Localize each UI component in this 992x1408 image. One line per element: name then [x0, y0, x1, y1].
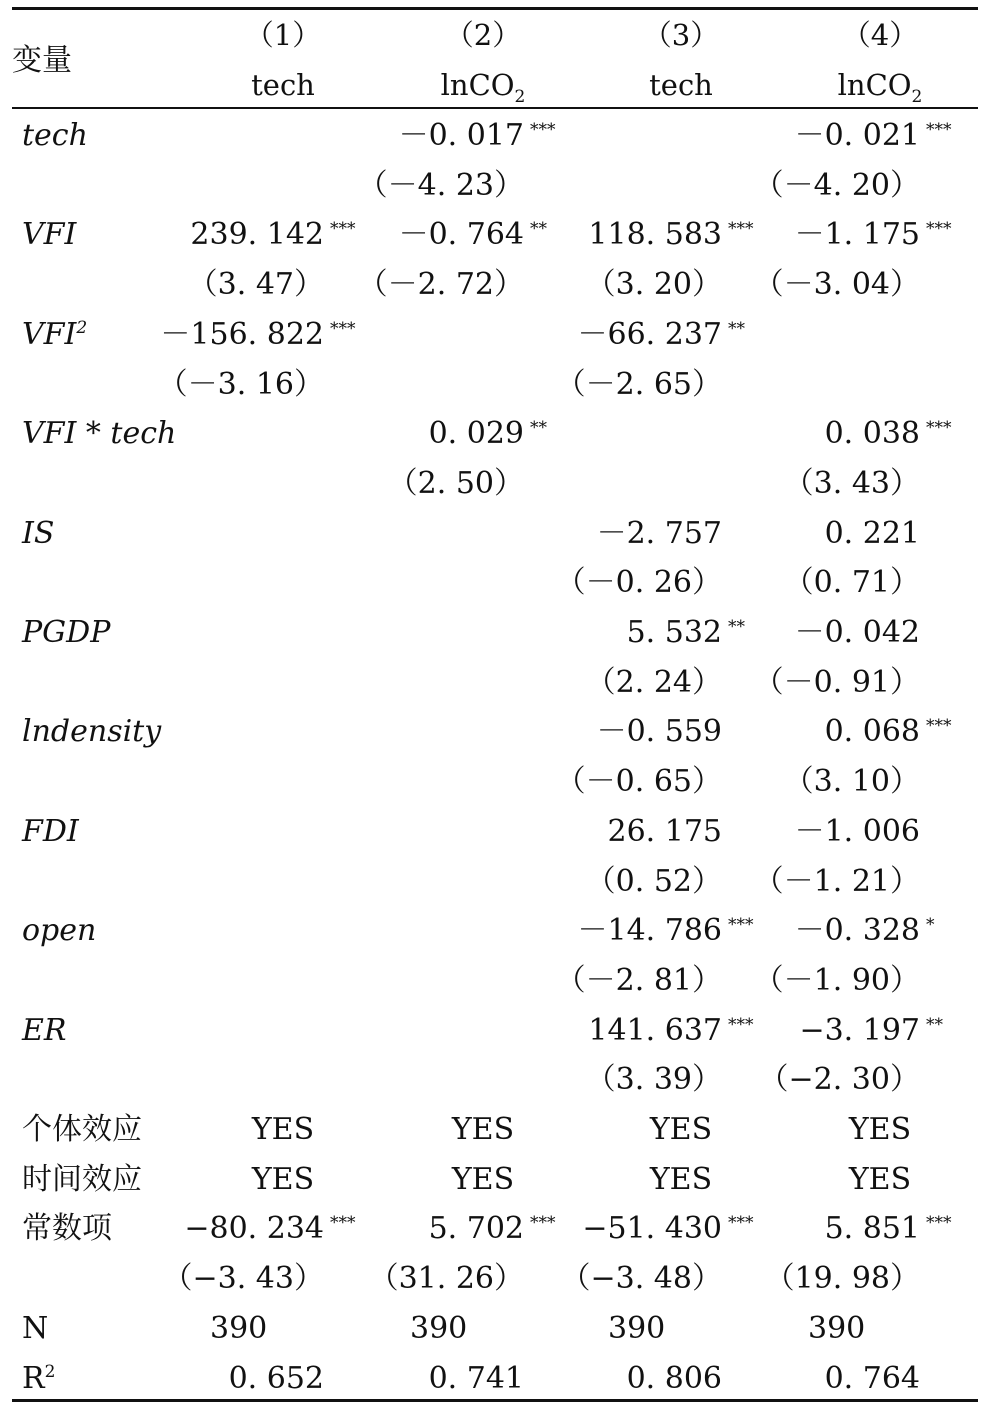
column-dependent-var-4: lnCO$_2$	[837, 68, 923, 107]
coefficient-col-3: －14. 786 ***	[577, 914, 722, 948]
coefficient-col-4: 0. 221	[824, 515, 920, 551]
t-statistic-col-4: （0. 71）	[783, 565, 920, 601]
coef-row	[0, 111, 992, 161]
coefficient-col-1: －156. 822 ***	[160, 318, 324, 352]
tstat-row	[0, 558, 992, 608]
t-statistic-col-4: （19. 98）	[764, 1261, 920, 1297]
coefficient-col-4: −3. 197 **	[799, 1014, 920, 1048]
t-statistic-col-4: （3. 43）	[783, 465, 920, 501]
tstat-row	[0, 1055, 992, 1105]
t-statistic-col-2: （2. 50）	[387, 465, 524, 501]
row-label: lndensity	[22, 714, 162, 750]
significance-stars: ***	[728, 219, 754, 240]
t-statistic-col-4: （－0. 91）	[753, 664, 920, 700]
coefficient-col-4: 0. 068 ***	[825, 715, 920, 749]
coefficient-col-3: －66. 237 **	[577, 318, 722, 352]
coefficient-col-3: －2. 757	[596, 515, 722, 551]
coefficient-col-4: －0. 021 ***	[795, 119, 920, 153]
t-statistic-col-1: （－3. 16）	[157, 366, 324, 402]
observations-col-2: 390	[410, 1310, 468, 1346]
coefficient-col-3: 5. 532 **	[627, 616, 722, 650]
coefficient-col-1: −80. 234 ***	[184, 1212, 324, 1246]
effect-value-col-1: YES	[251, 1112, 315, 1147]
coef-row	[0, 906, 992, 956]
r-squared-col-4: 0. 764	[824, 1360, 920, 1396]
t-statistic-col-2: （31. 26）	[368, 1261, 524, 1297]
significance-stars: ***	[330, 1213, 356, 1234]
t-statistic-col-4: （－1. 90）	[753, 962, 920, 998]
effect-value-col-3: YES	[649, 1161, 713, 1197]
significance-stars: **	[728, 318, 745, 339]
fixed-effect-row	[0, 1105, 992, 1155]
row-label: VFI * tech	[22, 416, 177, 452]
effect-value-col-2: YES	[451, 1161, 515, 1197]
constant-tstat-row	[0, 1254, 992, 1304]
coefficient-col-3: 141. 637 ***	[588, 1014, 722, 1048]
coef-row	[0, 210, 992, 260]
tstat-row	[0, 857, 992, 907]
r-squared-col-2: 0. 741	[428, 1360, 524, 1396]
coefficient-col-4: 0. 038 ***	[825, 417, 920, 451]
t-statistic-col-4: （－4. 20）	[753, 167, 920, 203]
tstat-row	[0, 956, 992, 1006]
significance-stars: ***	[330, 219, 356, 240]
row-label: IS	[22, 515, 55, 551]
coefficient-col-2: －0. 017 ***	[399, 119, 524, 153]
significance-stars: ***	[530, 1213, 556, 1234]
coefficient-col-4: －0. 042	[794, 615, 920, 650]
constant-row	[0, 1204, 992, 1254]
coef-row	[0, 807, 992, 857]
effect-value-col-4: YES	[848, 1161, 912, 1197]
significance-stars: ***	[728, 1213, 754, 1234]
row-label: N	[22, 1310, 49, 1346]
column-dependent-var-2: lnCO$_2$	[440, 68, 526, 107]
table-top-rule	[12, 7, 978, 10]
r-squared-col-1: 0. 652	[228, 1360, 324, 1396]
significance-stars: **	[530, 418, 547, 439]
column-dependent-var-3: tech	[649, 68, 713, 102]
significance-stars: ***	[926, 219, 952, 240]
observations-col-4: 390	[808, 1310, 866, 1346]
observations-col-3: 390	[608, 1310, 666, 1346]
significance-stars: ***	[926, 1213, 952, 1234]
column-dependent-var-1: tech	[251, 68, 315, 102]
coefficient-col-3: －0. 559	[596, 714, 722, 750]
fixed-effect-row	[0, 1155, 992, 1205]
significance-stars: ***	[330, 318, 356, 339]
t-statistic-col-2: （－4. 23）	[357, 167, 524, 203]
row-label: 时间效应	[22, 1161, 142, 1197]
effect-value-col-1: YES	[251, 1161, 315, 1197]
row-label: 常数项	[22, 1211, 112, 1247]
t-statistic-col-1: （−3. 43）	[162, 1261, 324, 1297]
significance-stars: ***	[530, 120, 556, 140]
coef-row	[0, 1006, 992, 1056]
effect-value-col-2: YES	[451, 1112, 515, 1147]
t-statistic-col-3: （3. 39）	[585, 1062, 722, 1098]
row-label: open	[22, 913, 97, 949]
coefficient-col-2: －0. 764 **	[399, 218, 524, 252]
effect-value-col-4: YES	[848, 1112, 912, 1147]
observations-row	[0, 1304, 992, 1354]
column-number-4: （4）	[841, 18, 919, 52]
coef-row	[0, 509, 992, 559]
t-statistic-col-2: （－2. 72）	[357, 267, 524, 303]
coefficient-col-1: 239. 142 ***	[190, 218, 324, 252]
tstat-row	[0, 757, 992, 807]
significance-stars: *	[926, 915, 935, 936]
t-statistic-col-4: （－1. 21）	[753, 863, 920, 899]
coefficient-col-4: －0. 328 *	[795, 914, 920, 948]
tstat-row	[0, 161, 992, 211]
coefficient-col-4: 5. 851 ***	[825, 1212, 920, 1246]
row-label: $R^2$	[22, 1360, 56, 1396]
significance-stars: ***	[926, 716, 952, 737]
coef-row	[0, 707, 992, 757]
significance-stars: **	[530, 219, 547, 240]
coef-row	[0, 409, 992, 459]
column-number-2: （2）	[444, 18, 522, 52]
variable-header: 变量	[12, 43, 72, 78]
t-statistic-col-3: （−3. 48）	[560, 1261, 722, 1297]
significance-stars: **	[926, 1014, 943, 1035]
t-statistic-col-4: （－3. 04）	[753, 267, 920, 303]
t-statistic-col-4: （3. 10）	[783, 764, 920, 800]
coefficient-col-4: －1. 006	[794, 813, 920, 849]
significance-stars: ***	[728, 915, 754, 936]
coefficient-col-3: 118. 583 ***	[588, 218, 722, 252]
t-statistic-col-3: （3. 20）	[585, 267, 722, 303]
column-number-1: （1）	[244, 18, 322, 52]
coefficient-col-2: 0. 029 **	[429, 417, 524, 451]
tstat-row	[0, 459, 992, 509]
row-label: PGDP	[22, 615, 111, 650]
effect-value-col-3: YES	[649, 1112, 713, 1147]
significance-stars: **	[728, 617, 745, 637]
coef-row	[0, 310, 992, 360]
t-statistic-col-3: （－2. 81）	[555, 962, 722, 998]
t-statistic-col-3: （－0. 65）	[555, 764, 722, 800]
table-header-rule	[12, 107, 978, 109]
row-label: ER	[22, 1012, 67, 1048]
tstat-row	[0, 260, 992, 310]
significance-stars: ***	[926, 418, 952, 439]
t-statistic-col-3: （2. 24）	[585, 664, 722, 700]
coefficient-col-2: 5. 702 ***	[429, 1212, 524, 1246]
coefficient-col-3: −51. 430 ***	[582, 1212, 722, 1246]
row-label: VFI	[22, 217, 77, 253]
t-statistic-col-3: （0. 52）	[585, 863, 722, 899]
row-label: tech	[22, 118, 88, 153]
tstat-row	[0, 360, 992, 410]
r-squared-row	[0, 1354, 992, 1404]
significance-stars: ***	[728, 1014, 754, 1035]
column-number-3: （3）	[642, 18, 720, 52]
observations-col-1: 390	[210, 1310, 268, 1346]
r-squared-col-3: 0. 806	[626, 1360, 722, 1396]
coefficient-col-4: －1. 175 ***	[795, 218, 920, 252]
t-statistic-col-1: （3. 47）	[187, 267, 324, 303]
coefficient-col-3: 26. 175	[607, 813, 722, 849]
significance-stars: ***	[926, 120, 952, 140]
t-statistic-col-4: （−2. 30）	[758, 1062, 920, 1098]
tstat-row	[0, 658, 992, 708]
row-label: 个体效应	[22, 1112, 142, 1147]
coef-row	[0, 608, 992, 658]
t-statistic-col-3: （－2. 65）	[555, 366, 722, 402]
row-label: FDI	[22, 813, 79, 849]
t-statistic-col-3: （－0. 26）	[555, 565, 722, 601]
row-label: VFI$^2$	[22, 316, 88, 352]
